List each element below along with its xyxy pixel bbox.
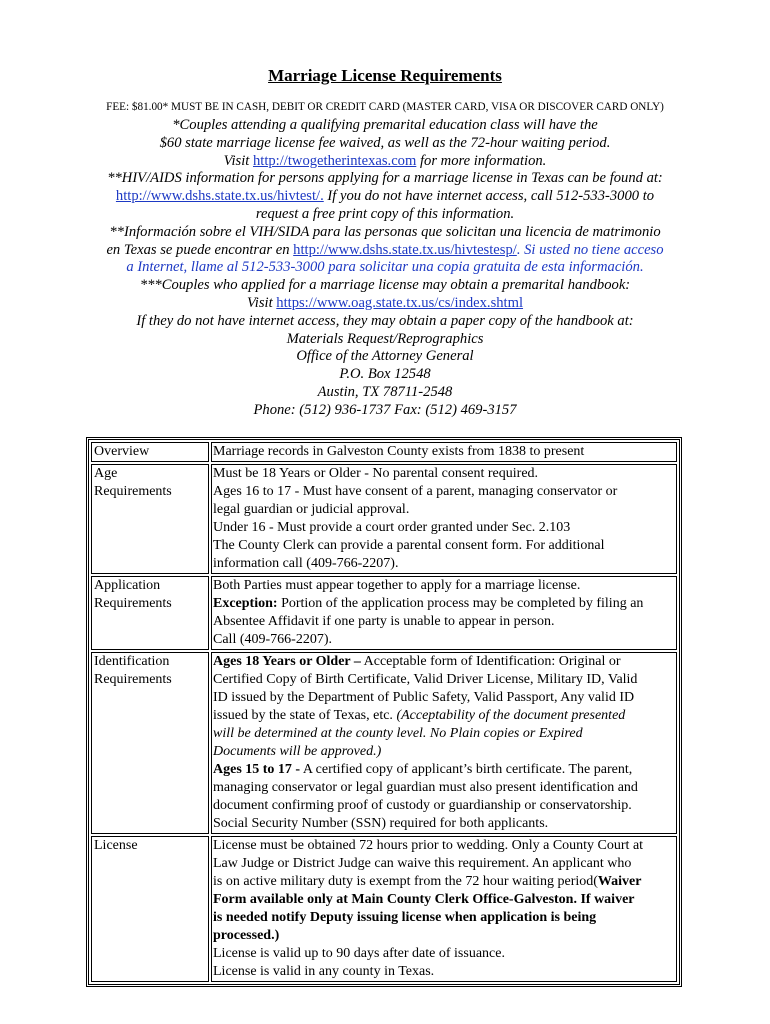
- table-row-age: [91, 464, 677, 574]
- exception-text: Portion of the application process may be completed by filing an: [277, 596, 644, 611]
- ages-18-text: Acceptable form of Identification: Original or: [360, 654, 621, 669]
- hiv-note-line-1: **HIV/AIDS information for persons applying for a marriage license in Texas can be found at:: [107, 170, 663, 187]
- visit-line: [0, 153, 770, 171]
- age-line-3: legal guardian or judicial approval.: [213, 502, 410, 517]
- identification-line-3: ID issued by the Department of Public Safety, Valid Passport, Any valid ID: [213, 690, 635, 705]
- ages-15-label: Ages 15 to 17 -: [213, 762, 301, 777]
- application-line-2: [213, 595, 674, 613]
- table-row-application: [91, 576, 677, 650]
- identification-line-1: [213, 653, 674, 671]
- address-line-2: Office of the Attorney General: [296, 348, 474, 365]
- identification-line-10: Social Security Number (SSN) required for both applicants.: [213, 816, 549, 831]
- visit-prefix: Visit: [223, 152, 253, 169]
- identification-line-4-plain: issued by the state of Texas, etc.: [213, 708, 397, 723]
- address-line-1: Materials Request/Reprographics: [286, 330, 484, 347]
- exception-label: Exception:: [213, 596, 278, 611]
- row-header-license: License: [91, 836, 209, 982]
- age-line-1: Must be 18 Years or Older - No parental consent required.: [213, 466, 539, 481]
- age-line-5: The County Clerk can provide a parental consent form. For additional: [213, 538, 605, 553]
- ages-18-label: Ages 18 Years or Older –: [213, 654, 361, 669]
- identification-line-2: Certified Copy of Birth Certificate, Valid Driver License, Military ID, Valid: [213, 672, 638, 687]
- address-line-3: P.O. Box 12548: [339, 366, 431, 383]
- hiv-note-line-2: [0, 188, 770, 206]
- handbook-note-line-1: ***Couples who applied for a marriage license may obtain a premarital handbook:: [139, 277, 631, 294]
- license-line-3: [213, 873, 674, 891]
- twogether-link[interactable]: http://twogetherintexas.com: [252, 152, 417, 169]
- row-header-age-line-2: Requirements: [94, 484, 172, 499]
- spanish-note-line-2: [0, 242, 770, 260]
- dshs-hivtestesp-link[interactable]: http://www.dshs.state.tx.us/hivtestesp/: [293, 241, 517, 258]
- spanish-note-line-1: **Información sobre el VIH/SIDA para las personas que solicitan una licencia de matrimonio: [109, 223, 661, 240]
- identification-line-4-italic: (Acceptability of the document presented: [396, 708, 626, 723]
- address-line-5: Phone: (512) 936-1737 Fax: (512) 469-3157: [253, 401, 517, 418]
- row-header-identification-line-2: Requirements: [94, 672, 172, 687]
- row-header-identification-line-1: Identification: [94, 654, 170, 669]
- fee-notice: FEE: $81.00* MUST BE IN CASH, DEBIT OR CREDIT CARD (MASTER CARD, VISA OR DISCOVER CARD ONLY): [106, 101, 664, 113]
- application-line-3: Absentee Affidavit if one party is unable to appear in person.: [213, 614, 555, 629]
- dshs-hivtest-link[interactable]: http://www.dshs.state.tx.us/hivtest/.: [115, 188, 324, 205]
- row-header-overview: Overview: [91, 442, 209, 462]
- application-line-4: Call (409-766-2207).: [213, 632, 332, 647]
- age-line-2: Ages 16 to 17 - Must have consent of a parent, managing conservator or: [213, 484, 618, 499]
- spanish-note-line-3: a Internet, llame al 512-533-3000 para solicitar una copia gratuita de esta información.: [126, 259, 644, 276]
- license-line-5: is needed notify Deputy issuing license when application is being: [213, 910, 597, 925]
- application-line-1: Both Parties must appear together to apply for a marriage license.: [213, 578, 581, 593]
- license-line-2: Law Judge or District Judge can waive this requirement. An applicant who: [213, 856, 632, 871]
- hiv-note-suffix: If you do not have internet access, call 512-533-3000 to: [323, 188, 655, 205]
- row-header-application-line-2: Requirements: [94, 596, 172, 611]
- identification-line-4: [213, 707, 674, 725]
- age-line-4: Under 16 - Must provide a court order granted under Sec. 2.103: [213, 520, 571, 535]
- address-line-4: Austin, TX 78711-2548: [317, 383, 453, 400]
- row-header-application: [91, 576, 209, 650]
- spanish-note-prefix: en Texas se puede encontrar en: [106, 241, 294, 258]
- license-line-3-bold: Waiver: [597, 874, 642, 889]
- couples-note-line-1: *Couples attending a qualifying premarital education class will have the: [172, 117, 598, 133]
- row-content-age: [211, 464, 677, 574]
- license-line-3-plain: is on active military duty is exempt from the 72 hour waiting period(: [213, 874, 598, 889]
- visit-suffix: for more information.: [416, 152, 547, 169]
- row-header-age-line-1: Age: [94, 466, 118, 481]
- ages-15-text: A certified copy of applicant’s birth certificate. The parent,: [300, 762, 633, 777]
- paper-copy-line: If they do not have internet access, they may obtain a paper copy of the handbook at:: [136, 312, 634, 329]
- hiv-note-line-3: request a free print copy of this information.: [255, 205, 515, 222]
- table-row-license: [91, 836, 677, 982]
- notes-block: [0, 117, 770, 420]
- license-line-6: processed.): [213, 928, 280, 943]
- license-line-4: Form available only at Main County Clerk Office-Galveston. If waiver: [213, 892, 635, 907]
- license-line-7: License is valid up to 90 days after date of issuance.: [213, 946, 505, 961]
- age-line-6: information call (409-766-2207).: [213, 556, 399, 571]
- identification-line-7: [213, 761, 674, 779]
- requirements-table: [88, 439, 680, 985]
- handbook-visit-line: [0, 295, 770, 313]
- row-content-license: [211, 836, 677, 982]
- handbook-visit-prefix: Visit: [246, 294, 277, 311]
- spanish-note-suffix: . Si usted no tiene acceso: [516, 241, 664, 258]
- oag-handbook-link[interactable]: https://www.oag.state.tx.us/cs/index.shtml: [276, 294, 524, 311]
- table-row-identification: [91, 652, 677, 834]
- row-content-overview: Marriage records in Galveston County exists from 1838 to present: [211, 442, 677, 462]
- row-header-application-line-1: Application: [94, 578, 161, 593]
- identification-line-5: will be determined at the county level. No Plain copies or Expired: [213, 726, 583, 741]
- row-content-identification: [211, 652, 677, 834]
- identification-line-8: managing conservator or legal guardian must also present identification and: [213, 780, 638, 795]
- license-line-1: License must be obtained 72 hours prior to wedding. Only a County Court at: [213, 838, 644, 853]
- identification-line-9: document confirming proof of custody or guardianship or conservatorship.: [213, 798, 632, 813]
- couples-note-line-2: $60 state marriage license fee waived, as well as the 72-hour waiting period.: [159, 134, 611, 151]
- table-row-overview: [91, 442, 677, 462]
- license-line-8: License is valid in any county in Texas.: [213, 964, 435, 979]
- page-title: Marriage License Requirements: [268, 66, 502, 85]
- row-content-application: [211, 576, 677, 650]
- row-header-age: [91, 464, 209, 574]
- identification-line-6: Documents will be approved.): [213, 744, 382, 759]
- row-header-identification: [91, 652, 209, 834]
